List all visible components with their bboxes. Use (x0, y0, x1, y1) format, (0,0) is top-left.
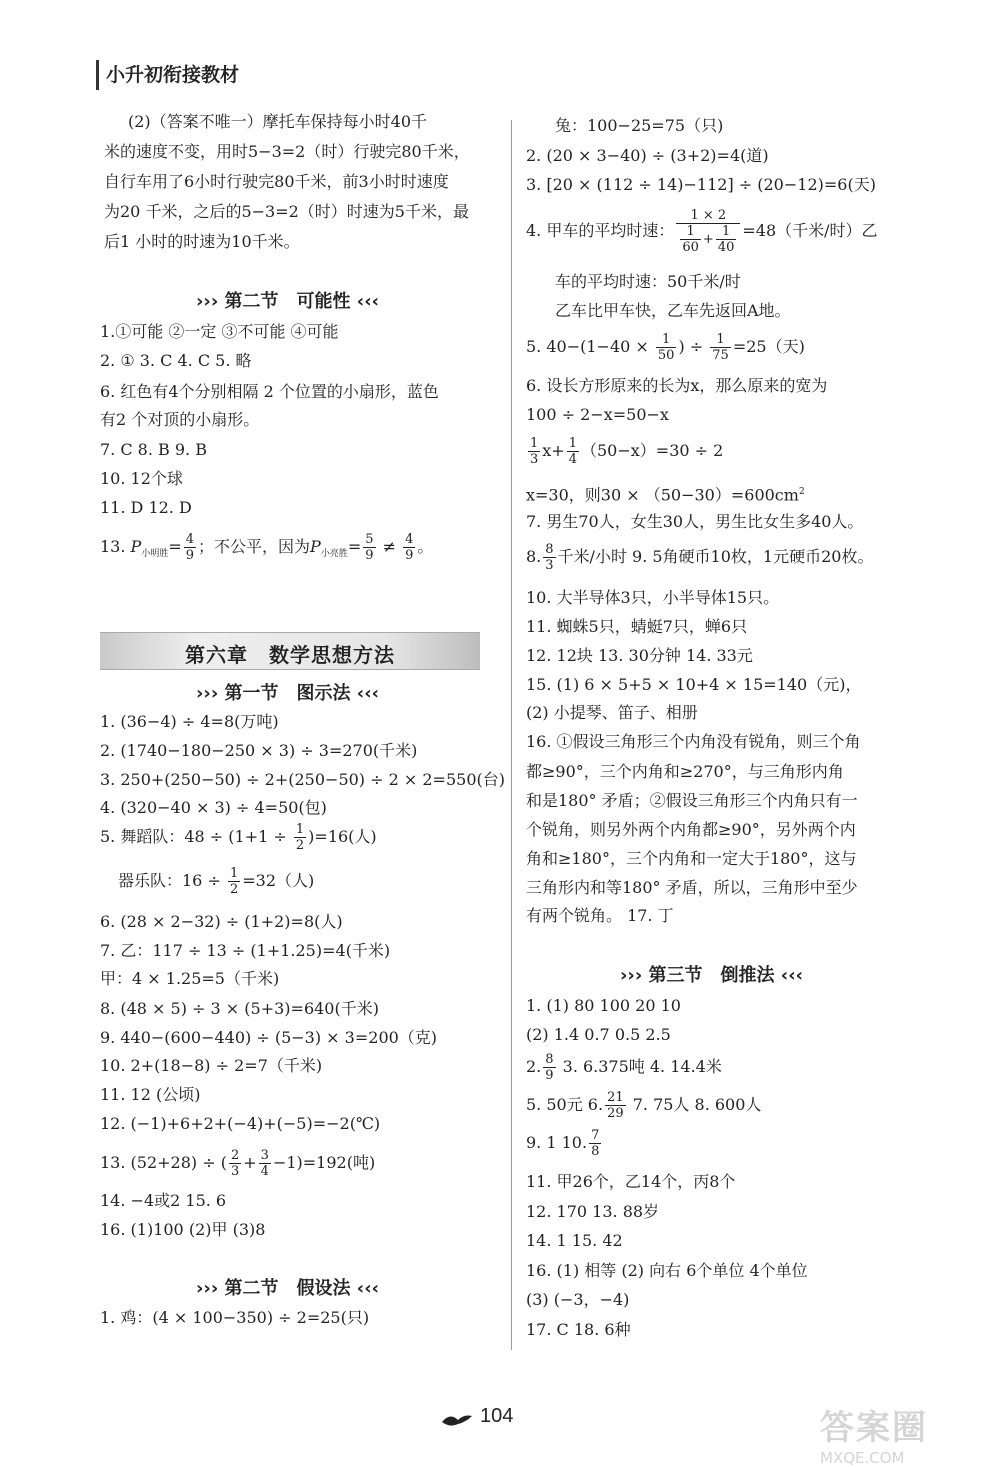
answer-line-q5 (526, 332, 805, 363)
answer-line-q8 (526, 542, 873, 573)
fraction (543, 542, 555, 573)
answer-line-q13 (100, 1148, 375, 1179)
watermark-url: MXQE.COM (820, 1449, 905, 1467)
text: −1)=192(吨) (272, 1153, 376, 1172)
answer-line-q4 (526, 208, 878, 255)
answer-line: 甲：4 × 1.25=5（千米) (100, 969, 280, 988)
bird-logo-icon (440, 1408, 474, 1430)
equals: = (347, 537, 362, 556)
answer-line: 车的平均时速：50千米/时 (555, 272, 741, 291)
denominator: 60 (682, 240, 699, 255)
text: =32（人) (242, 871, 315, 890)
text: 3. 6.375吨 4. 14.4米 (557, 1057, 722, 1076)
denominator: 9 (365, 548, 374, 563)
answer-line: 6. 红色有4个分别相隔 2 个位置的小扇形，蓝色 (100, 382, 439, 401)
answer-line: 10. 2+(18−8) ÷ 2=7（千米) (100, 1056, 323, 1075)
answer-line: (2) 小提琴、笛子、相册 (526, 703, 698, 722)
fraction (605, 1090, 626, 1121)
numerator: 1 (229, 866, 239, 881)
answer-line: 7. 乙：117 ÷ 13 ÷ (1+1.25)=4(千米) (100, 941, 391, 960)
column-divider (511, 120, 512, 1350)
fraction (710, 332, 731, 363)
fraction (229, 1148, 241, 1179)
answer-line: (2) 1.4 0.7 0.5 2.5 (526, 1025, 671, 1044)
answer-line: 和是180° 矛盾；②假设三角形三个内角只有一 (526, 791, 858, 810)
denominator: 3 (545, 558, 554, 573)
denominator (676, 224, 740, 255)
text: =25（天) (732, 337, 805, 356)
text: 器乐队：16 ÷ (118, 871, 226, 890)
answer-line-q13 (100, 532, 433, 568)
numerator: 1 (680, 224, 701, 240)
denominator: 2 (229, 882, 239, 897)
numerator: 1 (656, 332, 677, 348)
text: =48（千米/时）乙 (742, 221, 878, 240)
section-title-possibility: ››› 第二节 可能性 ‹‹‹ (196, 291, 380, 312)
numerator: 1 (295, 822, 305, 837)
answer-line: 4. (320−40 × 3) ÷ 4=50(包) (100, 798, 327, 817)
text: x+ (542, 441, 565, 460)
equals: = (168, 537, 182, 556)
answer-line: 11. 12 (公顷) (100, 1085, 201, 1104)
denominator: 40 (717, 240, 735, 255)
denominator: 4 (568, 452, 577, 467)
fraction (403, 532, 415, 563)
text: 7. 75人 8. 600人 (627, 1095, 762, 1114)
answer-line: 1. (1) 80 100 20 10 (526, 996, 681, 1015)
answer-line: 14. −4或2 15. 6 (100, 1191, 227, 1210)
numerator: 21 (607, 1090, 624, 1105)
answer-line: 11. 蜘蛛5只，蜻蜓7只，蝉6只 (526, 617, 748, 636)
answer-line-q6c (526, 436, 723, 467)
fraction (589, 1128, 601, 1159)
answer-line: 有两个锐角。 17. 丁 (526, 906, 674, 925)
numerator: 7 (591, 1128, 600, 1143)
not-equal: ≠ (377, 537, 402, 556)
book-title: 小升初衔接教材 (106, 64, 240, 86)
subscript: 小亮胜 (320, 549, 348, 560)
answer-line: 16. ①假设三角形三个内角没有锐角，则三个角 (526, 732, 861, 751)
page-number: 104 (480, 1405, 514, 1427)
compound-fraction (676, 208, 740, 255)
answer-line: 17. C 18. 6种 (526, 1320, 631, 1339)
text: 9. 1 10. (526, 1133, 588, 1152)
denominator: 75 (712, 348, 729, 363)
denominator: 9 (405, 548, 414, 563)
answer-line: 乙车比甲车快，乙车先返回A地。 (555, 301, 791, 320)
answer-line: 6. (28 × 2−32) ÷ (1+2)=8(人) (100, 912, 343, 931)
denominator: 29 (607, 1106, 624, 1121)
text: 5. 40−(1−40 × (526, 337, 654, 356)
answer-line: 12. 170 13. 88岁 (526, 1202, 660, 1221)
answer-line: 12. 12块 13. 30分钟 14. 33元 (526, 646, 753, 665)
answer-line: 6. 设长方形原来的长为x，那么原来的宽为 (526, 376, 828, 395)
answer-line: 100 ÷ 2−x=50−x (526, 405, 669, 424)
plus: + (243, 1153, 257, 1172)
text: 8. (526, 547, 542, 566)
answer-line-q5r (526, 1090, 761, 1121)
numerator: 8 (545, 1052, 554, 1067)
text: )=16(人) (308, 827, 377, 846)
answer-line: 2. (20 × 3−40) ÷ (3+2)=4(道) (526, 146, 769, 165)
denominator: 2 (295, 838, 305, 853)
text: ) ÷ (678, 337, 709, 356)
numerator: 2 (230, 1148, 240, 1163)
chapter-banner (100, 632, 480, 670)
text: 5. 舞蹈队：48 ÷ (1+1 ÷ (100, 827, 292, 846)
answer-line: 三角形内和等180° 矛盾，所以，三角形中至少 (526, 878, 858, 897)
answer-line-q5 (100, 822, 377, 853)
numerator: 5 (365, 532, 374, 547)
answer-line: (3) (−3，−4) (526, 1290, 630, 1309)
fraction (528, 436, 540, 467)
answer-line: 15. (1) 6 × 5+5 × 10+4 × 15=140（元)， (526, 675, 862, 694)
subscript: 小明胜 (141, 549, 169, 560)
denominator: 9 (545, 1068, 554, 1083)
answer-line: 8. (48 × 5) ÷ 3 × (5+3)=640(千米) (100, 999, 379, 1018)
fraction (184, 532, 196, 563)
fraction (656, 332, 677, 363)
text: 2. (526, 1057, 542, 1076)
plus: + (702, 232, 714, 247)
answer-line: 兔：100−25=75（只) (555, 116, 724, 135)
answer-line: 11. 甲26个，乙14个，丙8个 (526, 1172, 736, 1191)
numerator: 1 (530, 436, 539, 451)
answer-line: 3. 250+(250−50) ÷ 2+(250−50) ÷ 2 × 2=550(台) (100, 770, 505, 789)
answer-line: 10. 12个球 (100, 469, 183, 488)
denominator: 4 (260, 1164, 269, 1179)
answer-line: 14. 1 15. 42 (526, 1231, 623, 1250)
numerator: 8 (545, 542, 554, 557)
denominator: 3 (230, 1164, 240, 1179)
intro-line: 后1 小时的时速为10千米。 (104, 232, 300, 251)
text: 13. (52+28) ÷ ( (100, 1153, 227, 1172)
intro-line: (2)（答案不唯一）摩托车保持每小时40千 (128, 112, 428, 131)
answer-line: 1. 鸡：(4 × 100−350) ÷ 2=25(只) (100, 1308, 370, 1327)
denominator: 9 (185, 548, 195, 563)
numerator: 4 (405, 532, 414, 547)
answer-line: 2. ① 3. C 4. C 5. 略 (100, 351, 252, 370)
text: （50−x）=30 ÷ 2 (581, 441, 724, 460)
probability-symbol: P (130, 537, 142, 556)
answer-line: 16. (1)100 (2)甲 (3)8 (100, 1220, 266, 1239)
q13-number: 13. (100, 537, 126, 556)
answer-line-q5b (118, 866, 314, 897)
chapter-title: 第六章 数学思想方法 (185, 643, 395, 667)
fraction (567, 436, 579, 467)
answer-line: 3. [20 × (112 ÷ 14)−112] ÷ (20−12)=6(天) (526, 175, 876, 194)
numerator: 1 (568, 436, 577, 451)
answer-line: 1.①可能 ②一定 ③不可能 ④可能 (100, 322, 339, 341)
answer-line: 2. (1740−180−250 × 3) ÷ 3=270(千米) (100, 741, 418, 760)
numerator: 1 × 2 (676, 208, 740, 224)
answer-line: 7. C 8. B 9. B (100, 440, 207, 459)
denominator: 3 (530, 452, 539, 467)
answer-line-q6d (526, 478, 805, 509)
fraction (680, 224, 701, 255)
numerator: 3 (260, 1148, 269, 1163)
section-title-diagram: ››› 第一节 图示法 ‹‹‹ (196, 683, 380, 704)
section-title-reverse: ››› 第三节 倒推法 ‹‹‹ (620, 965, 804, 986)
numerator: 1 (710, 332, 731, 348)
answer-line: 16. (1) 相等 (2) 向右 6个单位 4个单位 (526, 1261, 808, 1280)
header-bar (96, 60, 99, 90)
intro-line: 为20 千米，之后的5−3=2（时）时速为5千米，最 (104, 202, 469, 221)
numerator: 1 (716, 224, 737, 240)
answer-line: 1. (36−4) ÷ 4=8(万吨) (100, 712, 279, 731)
intro-line: 自行车用了6小时行驶完80千米，前3小时时速度 (104, 172, 449, 191)
watermark (820, 1400, 990, 1467)
answer-line: 角和≥180°，三个内角和一定大于180°，这与 (526, 849, 857, 868)
answer-line: 12. (−1)+6+2+(−4)+(−5)=−2(℃) (100, 1114, 381, 1133)
intro-line: 米的速度不变，用时5−3=2（时）行驶完80千米， (104, 142, 470, 161)
denominator: 8 (591, 1144, 600, 1159)
answer-line: 9. 440−(600−440) ÷ (5−3) × 3=200（克) (100, 1028, 438, 1047)
answer-line: 10. 大半导体3只，小半导体15只。 (526, 588, 780, 607)
fraction (228, 866, 240, 897)
probability-symbol: P (310, 537, 321, 556)
answer-line: 有2 个对顶的小扇形。 (100, 410, 260, 429)
numerator: 4 (185, 532, 195, 547)
superscript: 2 (798, 487, 805, 497)
fraction (259, 1148, 271, 1179)
fraction (716, 224, 737, 255)
answer-line-q2 (526, 1052, 722, 1083)
fraction (363, 532, 375, 563)
text: 5. 50元 6. (526, 1095, 604, 1114)
text: 4. 甲车的平均时速： (526, 221, 675, 240)
text: x=30，则30 × （50−30）=600cm (526, 485, 799, 505)
section-title-assume: ››› 第二节 假设法 ‹‹‹ (196, 1278, 380, 1299)
denominator: 50 (657, 348, 675, 363)
answer-line-q9 (526, 1128, 603, 1159)
text: 千米/小时 9. 5角硬币10枚，1元硬币20枚。 (557, 547, 874, 566)
answer-line: 都≥90°，三个内角和≥270°，与三角形内角 (526, 762, 844, 781)
text: ；不公平，因为 (198, 537, 311, 556)
fraction (294, 822, 306, 853)
text: 。 (417, 537, 434, 556)
fraction (543, 1052, 555, 1083)
answer-line: 个锐角，则另外两个内角都≥90°，另外两个内 (526, 820, 856, 839)
answer-line: 7. 男生70人，女生30人，男生比女生多40人。 (526, 512, 864, 531)
watermark-logo-text: 答案圈 (820, 1408, 928, 1448)
answer-line: 11. D 12. D (100, 498, 192, 517)
